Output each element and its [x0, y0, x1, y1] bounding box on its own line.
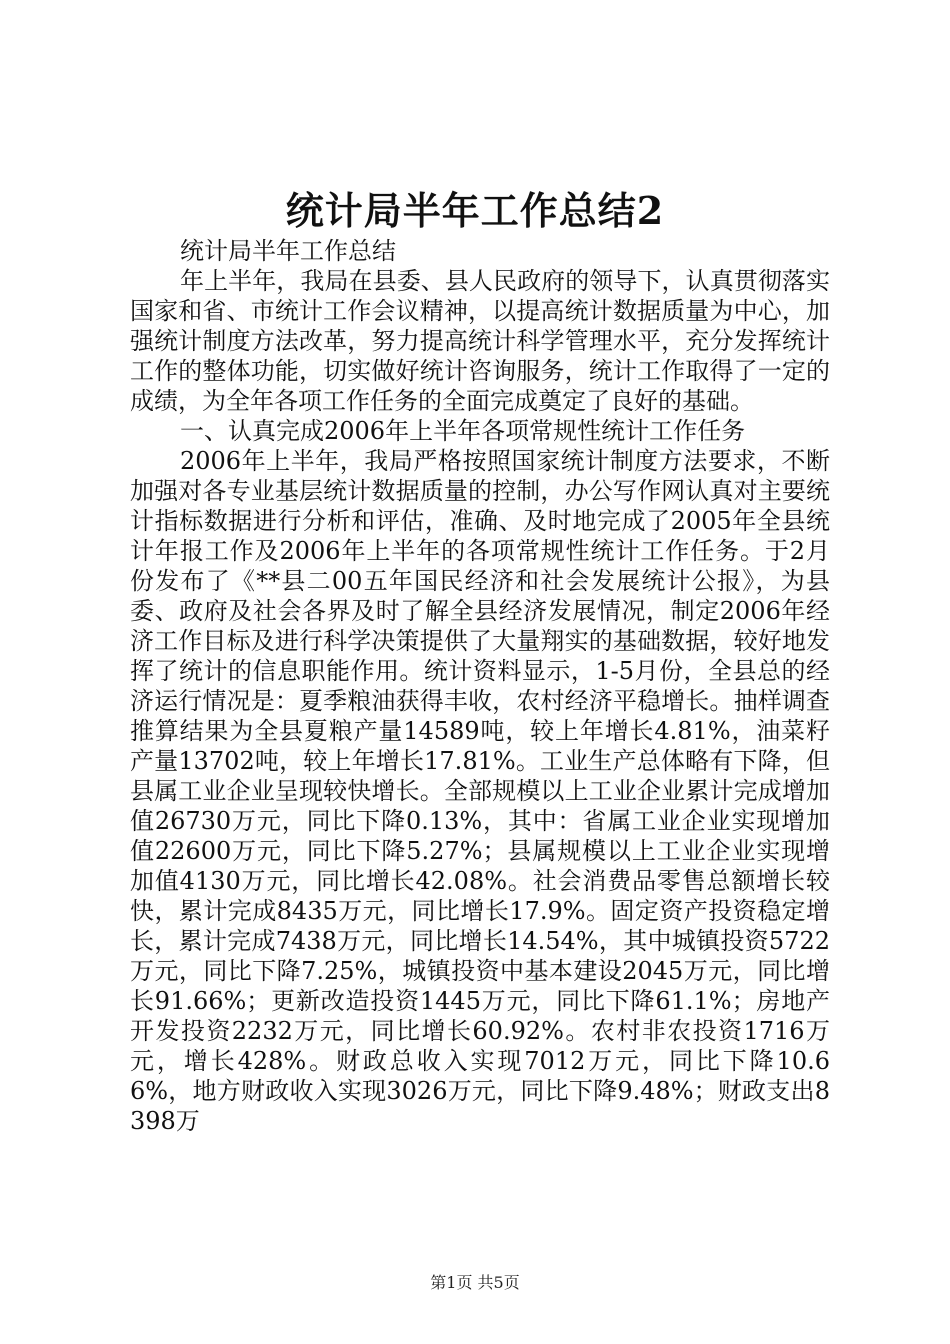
document-body: [130, 236, 830, 1136]
section-heading: 一、认真完成2006年上半年各项常规性统计工作任务: [180, 417, 746, 445]
page-footer: 第1页 共5页: [430, 1273, 520, 1292]
intro-paragraph: 年上半年，我局在县委、县人民政府的领导下，认真贯彻落实国家和省、市统计工作会议精神，以提高统计数据质量为中心，加强统计制度方法改革，努力提高统计科学管理水平，充分发挥统计工作的整体功能，切实做好统计咨询服务，统计工作取得了一定的成绩，为全年各项工作任务的全面完成奠定了良好的基础。: [130, 267, 830, 415]
section-paragraph: 2006年上半年，我局严格按照国家统计制度方法要求，不断加强对各专业基层统计数据质量的控制，办公写作网认真对主要统计指标数据进行分析和评估，准确、及时地完成了2005年全县统计年报工作及2006年上半年的各项常规性统计工作任务。于2月份发布了《**县二00五年国民经济和社会发展统计公报》，为县委、政府及社会各界及时了解全县经济发展情况，制定2006年经济工作目标及进行科学决策提供了大量翔实的基础数据，较好地发挥了统计的信息职能作用。统计资料显示，1-5月份，全县总的经济运行情况是：夏季粮油获得丰收，农村经济平稳增长。抽样调查推算结果为全县夏粮产量14589吨，较上年增长4.81%，油菜籽产量13702吨，较上年增长17.81%。工业生产总体略有下降，但县属工业企业呈现较快增长。全部规模以上工业企业累计完成增加值26730万元，同比下降0.13%，其中：省属工业企业实现增加值22600万元，同比下降5.27%；县属规模以上工业企业实现增加值4130万元，同比增长42.08%。社会消费品零售总额增长较快，累计完成8435万元，同比增长17.9%。固定资产投资稳定增长，累计完成7438万元，同比增长14.54%，其中城镇投资5722万元，同比下降7.25%，城镇投资中基本建设2045万元，同比增长91.66%；更新改造投资1445万元，同比下降61.1%；房地产开发投资2232万元，同比增长60.92%。农村非农投资1716万元，增长428%。财政总收入实现7012万元，同比下降10.66%，地方财政收入实现3026万元，同比下降9.48%；财政支出8398万: [130, 447, 830, 1135]
subtitle-paragraph: 统计局半年工作总结: [180, 237, 396, 265]
document-title: 统计局半年工作总结2: [285, 188, 665, 233]
